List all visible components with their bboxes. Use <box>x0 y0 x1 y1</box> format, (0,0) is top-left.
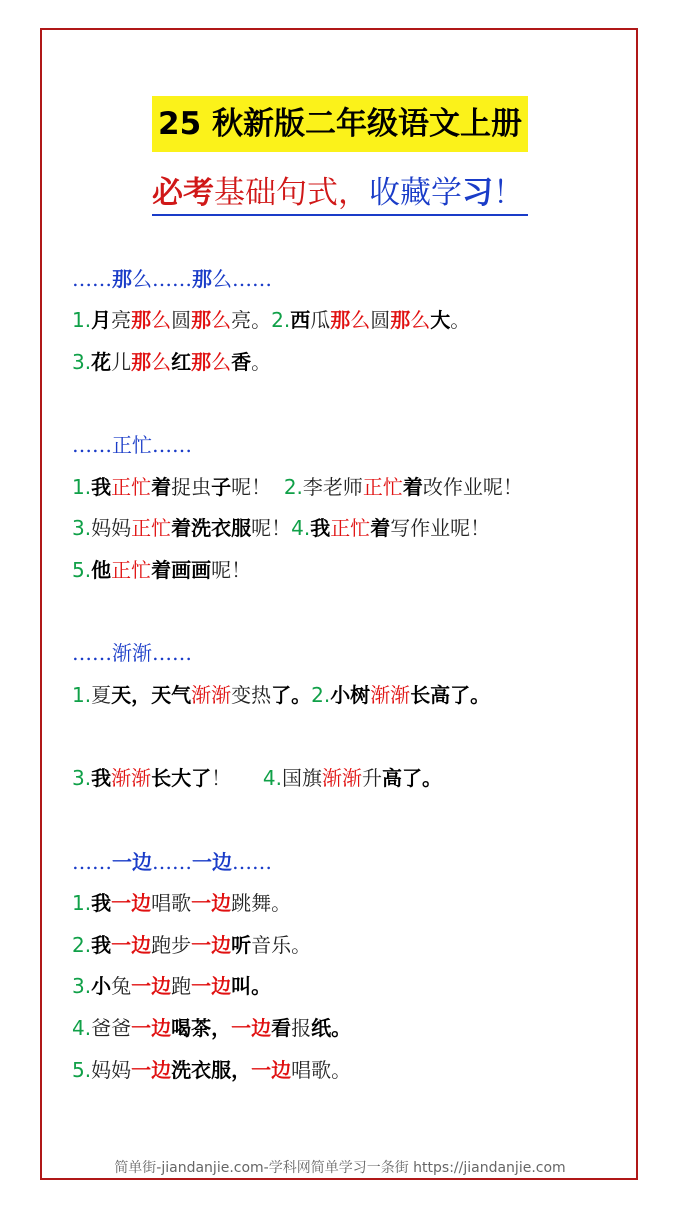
word: 妈妈 <box>91 516 132 540</box>
word: 我 <box>310 516 331 540</box>
keyword: 么 <box>151 350 172 374</box>
word: 兔 <box>111 974 132 998</box>
example-sentence <box>72 681 490 709</box>
word: 纸。 <box>311 1016 352 1040</box>
subtitle-part: 习 <box>462 175 493 211</box>
item-number: 3. <box>72 516 92 540</box>
keyword: 正忙 <box>111 558 152 582</box>
item-number: 5. <box>72 1058 92 1082</box>
keyword: 那 <box>330 308 351 332</box>
heading-part: …… <box>152 267 192 291</box>
word: 唱歌。 <box>291 1058 352 1082</box>
heading-part: …… <box>232 850 272 874</box>
word: 天，天气 <box>111 683 192 707</box>
keyword: 一边 <box>251 1058 292 1082</box>
example-sentence <box>72 348 271 376</box>
word: 花 <box>91 350 112 374</box>
heading-part: …… <box>232 267 272 291</box>
keyword: 那 <box>390 308 411 332</box>
page-title: 25 秋新版二年级语文上册 <box>152 96 528 152</box>
example-sentence <box>72 764 442 792</box>
word: 着洗衣服 <box>171 516 252 540</box>
word: 子 <box>211 475 232 499</box>
item-number: 2. <box>283 475 303 499</box>
section-heading-zheng-mang <box>72 431 192 459</box>
example-sentence <box>72 1014 351 1042</box>
word: 改作业呢！ <box>422 475 523 499</box>
word: 我 <box>91 933 112 957</box>
keyword: 正忙 <box>131 516 172 540</box>
example-sentence <box>72 889 291 917</box>
example-sentence <box>72 306 470 334</box>
word: 夏 <box>91 683 112 707</box>
item-number: 2. <box>72 933 92 957</box>
keyword: 么 <box>410 308 431 332</box>
keyword: 一边 <box>191 974 232 998</box>
word: 跑步 <box>151 933 192 957</box>
word: 跑 <box>171 974 192 998</box>
word: 茶， <box>191 1016 232 1040</box>
item-number: 3. <box>72 350 92 374</box>
heading-part: 那 <box>112 267 132 291</box>
word: 着 <box>402 475 423 499</box>
word: 小树 <box>330 683 371 707</box>
item-number: 1. <box>72 308 92 332</box>
word: 瓜 <box>310 308 331 332</box>
word: 西 <box>290 308 311 332</box>
item-number: 1. <box>72 891 92 915</box>
heading-part: 那 <box>192 267 212 291</box>
heading-part: 一边 <box>112 850 152 874</box>
heading-part: …… <box>72 850 112 874</box>
keyword: 那 <box>191 308 212 332</box>
word: 我 <box>91 766 112 790</box>
subtitle-part: ！ <box>493 175 524 211</box>
keyword: 那 <box>191 350 212 374</box>
keyword: 一边 <box>111 933 152 957</box>
word: 圆 <box>370 308 391 332</box>
item-number: 2. <box>311 683 331 707</box>
word: 大 <box>430 308 451 332</box>
keyword: 那 <box>131 308 152 332</box>
word: 跳舞。 <box>231 891 292 915</box>
word: 李老师 <box>302 475 363 499</box>
section-heading-yi-bian <box>72 848 272 876</box>
word: 了。 <box>271 683 312 707</box>
word: 着画画 <box>151 558 212 582</box>
word: 写作业呢！ <box>390 516 491 540</box>
item-number: 3. <box>72 974 92 998</box>
word: 变热 <box>231 683 272 707</box>
word: 。 <box>251 350 272 374</box>
heading-part: 么 <box>132 267 152 291</box>
heading-part: ……渐渐…… <box>72 641 192 665</box>
word: 我 <box>91 475 112 499</box>
item-number: 4. <box>291 516 311 540</box>
heading-part: 一边 <box>192 850 232 874</box>
word: 报 <box>291 1016 312 1040</box>
item-number: 5. <box>72 558 92 582</box>
keyword: 正忙 <box>111 475 152 499</box>
word: 月 <box>91 308 112 332</box>
keyword: 么 <box>211 350 232 374</box>
keyword: 渐渐 <box>191 683 232 707</box>
word: 长高了。 <box>410 683 491 707</box>
word: 叫。 <box>231 974 272 998</box>
word: 长大了 <box>151 766 212 790</box>
word: 洗衣服， <box>171 1058 252 1082</box>
example-sentence <box>72 514 490 542</box>
keyword: 一边 <box>191 891 232 915</box>
page-subtitle <box>152 172 528 216</box>
keyword: 那 <box>131 350 152 374</box>
example-sentence <box>72 556 251 584</box>
example-sentence <box>72 931 311 959</box>
item-number: 2. <box>271 308 291 332</box>
example-sentence <box>72 972 271 1000</box>
word: ！ <box>211 766 263 790</box>
word: 妈妈 <box>91 1058 132 1082</box>
word: 呢！ <box>251 516 292 540</box>
keyword: 正忙 <box>330 516 371 540</box>
word: 看 <box>271 1016 292 1040</box>
heading-part: …… <box>72 267 112 291</box>
subtitle-part: 必考 <box>152 175 214 211</box>
word: 听 <box>231 933 252 957</box>
subtitle-part: 基础句式， <box>214 175 369 211</box>
keyword: 一边 <box>131 974 172 998</box>
section-heading-jian-jian <box>72 639 192 667</box>
footer-watermark: 简单街-jiandanjie.com-学科网简单学习一条街 https://jiandanjie.com <box>114 1160 566 1176</box>
word: 着 <box>151 475 172 499</box>
word: 唱歌 <box>151 891 192 915</box>
keyword: 么 <box>151 308 172 332</box>
section-heading-name-me <box>72 265 272 293</box>
word: 红 <box>171 350 192 374</box>
keyword: 渐渐 <box>370 683 411 707</box>
word: 国旗 <box>281 766 322 790</box>
word: 喝 <box>171 1016 192 1040</box>
word: 香 <box>231 350 252 374</box>
heading-part: ……正忙…… <box>72 433 192 457</box>
keyword: 一边 <box>131 1058 172 1082</box>
word: 。 <box>450 308 471 332</box>
word: 儿 <box>111 350 132 374</box>
word: 亮。 <box>231 308 272 332</box>
keyword: 一边 <box>191 933 232 957</box>
word: 圆 <box>171 308 192 332</box>
keyword: 正忙 <box>362 475 403 499</box>
subtitle-part: 收藏学 <box>369 175 462 211</box>
item-number: 1. <box>72 475 92 499</box>
keyword: 一边 <box>111 891 152 915</box>
item-number: 3. <box>72 766 92 790</box>
keyword: 么 <box>350 308 371 332</box>
heading-part: 么 <box>212 267 232 291</box>
heading-part: …… <box>152 850 192 874</box>
word: 着 <box>370 516 391 540</box>
word: 他 <box>91 558 112 582</box>
keyword: 渐渐 <box>321 766 362 790</box>
word: 升 <box>361 766 382 790</box>
keyword: 渐渐 <box>111 766 152 790</box>
word: 捉虫 <box>171 475 212 499</box>
keyword: 一边 <box>131 1016 172 1040</box>
word: 爸爸 <box>91 1016 132 1040</box>
item-number: 4. <box>262 766 282 790</box>
word: 小 <box>91 974 112 998</box>
example-sentence <box>72 1056 351 1084</box>
item-number: 1. <box>72 683 92 707</box>
word: 亮 <box>111 308 132 332</box>
keyword: 一边 <box>231 1016 272 1040</box>
word: 我 <box>91 891 112 915</box>
word: 呢！ <box>211 558 252 582</box>
example-sentence <box>72 473 523 501</box>
item-number: 4. <box>72 1016 92 1040</box>
word: 呢！ <box>231 475 284 499</box>
word: 高了。 <box>381 766 442 790</box>
word: 音乐。 <box>251 933 312 957</box>
keyword: 么 <box>211 308 232 332</box>
